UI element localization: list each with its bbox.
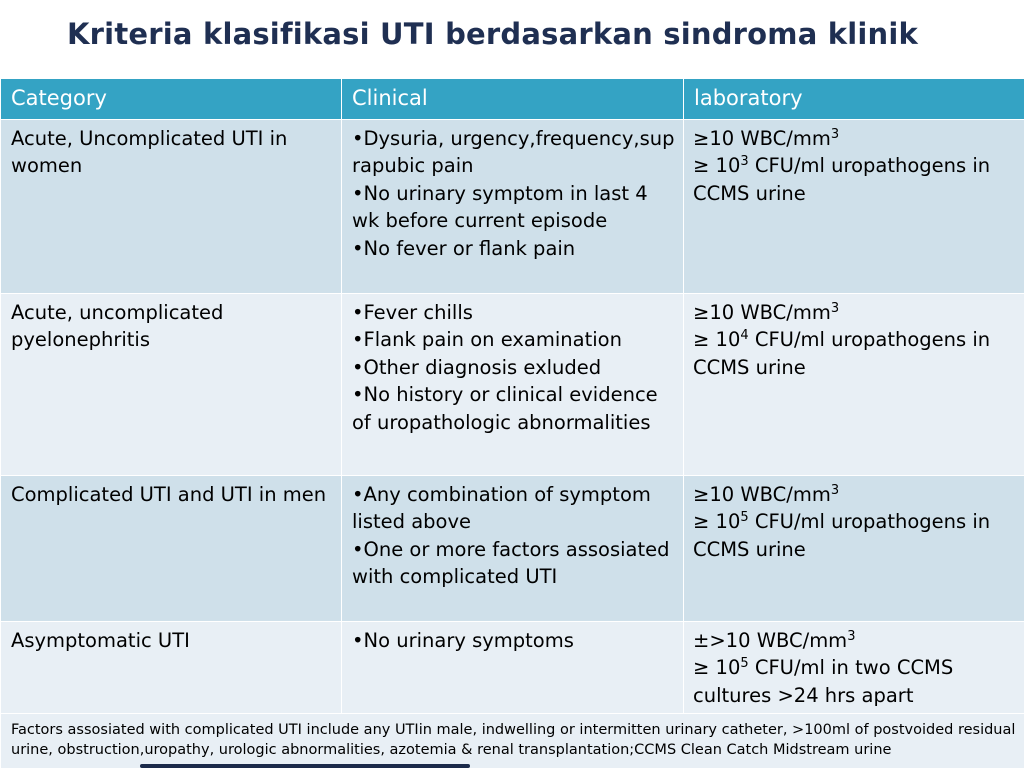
decorative-bar bbox=[140, 764, 470, 768]
laboratory-cell bbox=[684, 622, 1024, 714]
column-header-clinical: Clinical bbox=[342, 79, 684, 120]
clinical-cell bbox=[342, 120, 684, 294]
table-row bbox=[1, 476, 1024, 622]
column-header-category: Category bbox=[1, 79, 342, 120]
clinical-item: •No history or clinical evidence of uropathologic abnormalities bbox=[352, 383, 658, 434]
clinical-cell bbox=[342, 294, 684, 476]
table-row bbox=[1, 294, 1024, 476]
clinical-item: •Flank pain on examination bbox=[352, 328, 622, 352]
laboratory-cell bbox=[684, 294, 1024, 476]
category-cell: Complicated UTI and UTI in men bbox=[1, 476, 342, 622]
cfu-criterion: ≥ $10^5$ CFU/ml in two CCMS cultures >24 hrs apart bbox=[693, 656, 954, 707]
slide-title: Kriteria klasifikasi UTI berdasarkan sindroma klinik bbox=[67, 17, 919, 51]
footnote: Factors assosiated with complicated UTI include any UTIin male, indwelling or intermitten urinary catheter, >100ml of postvoided residual urine, obstruction,uropathy, urologic abnormalities, azotemia & renal transplantation;CCMS Clean Catch Midstream urine bbox=[1, 714, 1024, 768]
category-cell: Acute, Uncomplicated UTI in women bbox=[1, 120, 342, 294]
wbc-criterion: ≥10 WBC/$mm^3$ bbox=[693, 127, 840, 150]
column-header-laboratory: laboratory bbox=[684, 79, 1024, 120]
table-row bbox=[1, 622, 1024, 714]
clinical-cell bbox=[342, 476, 684, 622]
cfu-criterion: ≥ $10^5$ CFU/ml uropathogens in CCMS urine bbox=[693, 510, 991, 561]
wbc-criterion: ≥10 WBC/$mm^3$ bbox=[693, 483, 840, 506]
clinical-item: •No urinary symptoms bbox=[352, 629, 574, 652]
category-cell: Asymptomatic UTI bbox=[1, 622, 342, 714]
laboratory-cell bbox=[684, 120, 1024, 294]
table-row bbox=[1, 120, 1024, 294]
clinical-cell bbox=[342, 622, 684, 714]
clinical-item: •One or more factors assosiated with complicated UTI bbox=[352, 537, 670, 589]
clinical-item: •Any combination of symptom listed above bbox=[352, 483, 651, 534]
clinical-item: •No fever or flank pain bbox=[352, 236, 576, 260]
uti-classification-table bbox=[0, 78, 1024, 768]
footnote-row bbox=[1, 714, 1024, 768]
category-cell: Acute, uncomplicated pyelonephritis bbox=[1, 294, 342, 476]
table-header-row bbox=[1, 79, 1024, 120]
cfu-criterion: ≥ $10^3$ CFU/ml uropathogens in CCMS urine bbox=[693, 154, 991, 205]
clinical-item: •No urinary symptom in last 4 wk before current episode bbox=[352, 181, 648, 233]
wbc-criterion: ±>10 WBC/$mm^3$ bbox=[693, 629, 856, 652]
clinical-item: •Fever chills bbox=[352, 301, 473, 324]
clinical-item: •Other diagnosis exluded bbox=[352, 355, 602, 379]
cfu-criterion: ≥ $10^4$ CFU/ml uropathogens in CCMS urine bbox=[693, 328, 991, 379]
wbc-criterion: ≥10 WBC/$mm^3$ bbox=[693, 301, 840, 324]
laboratory-cell bbox=[684, 476, 1024, 622]
clinical-item: •Dysuria, urgency,frequency,suprapubic pain bbox=[352, 127, 675, 178]
